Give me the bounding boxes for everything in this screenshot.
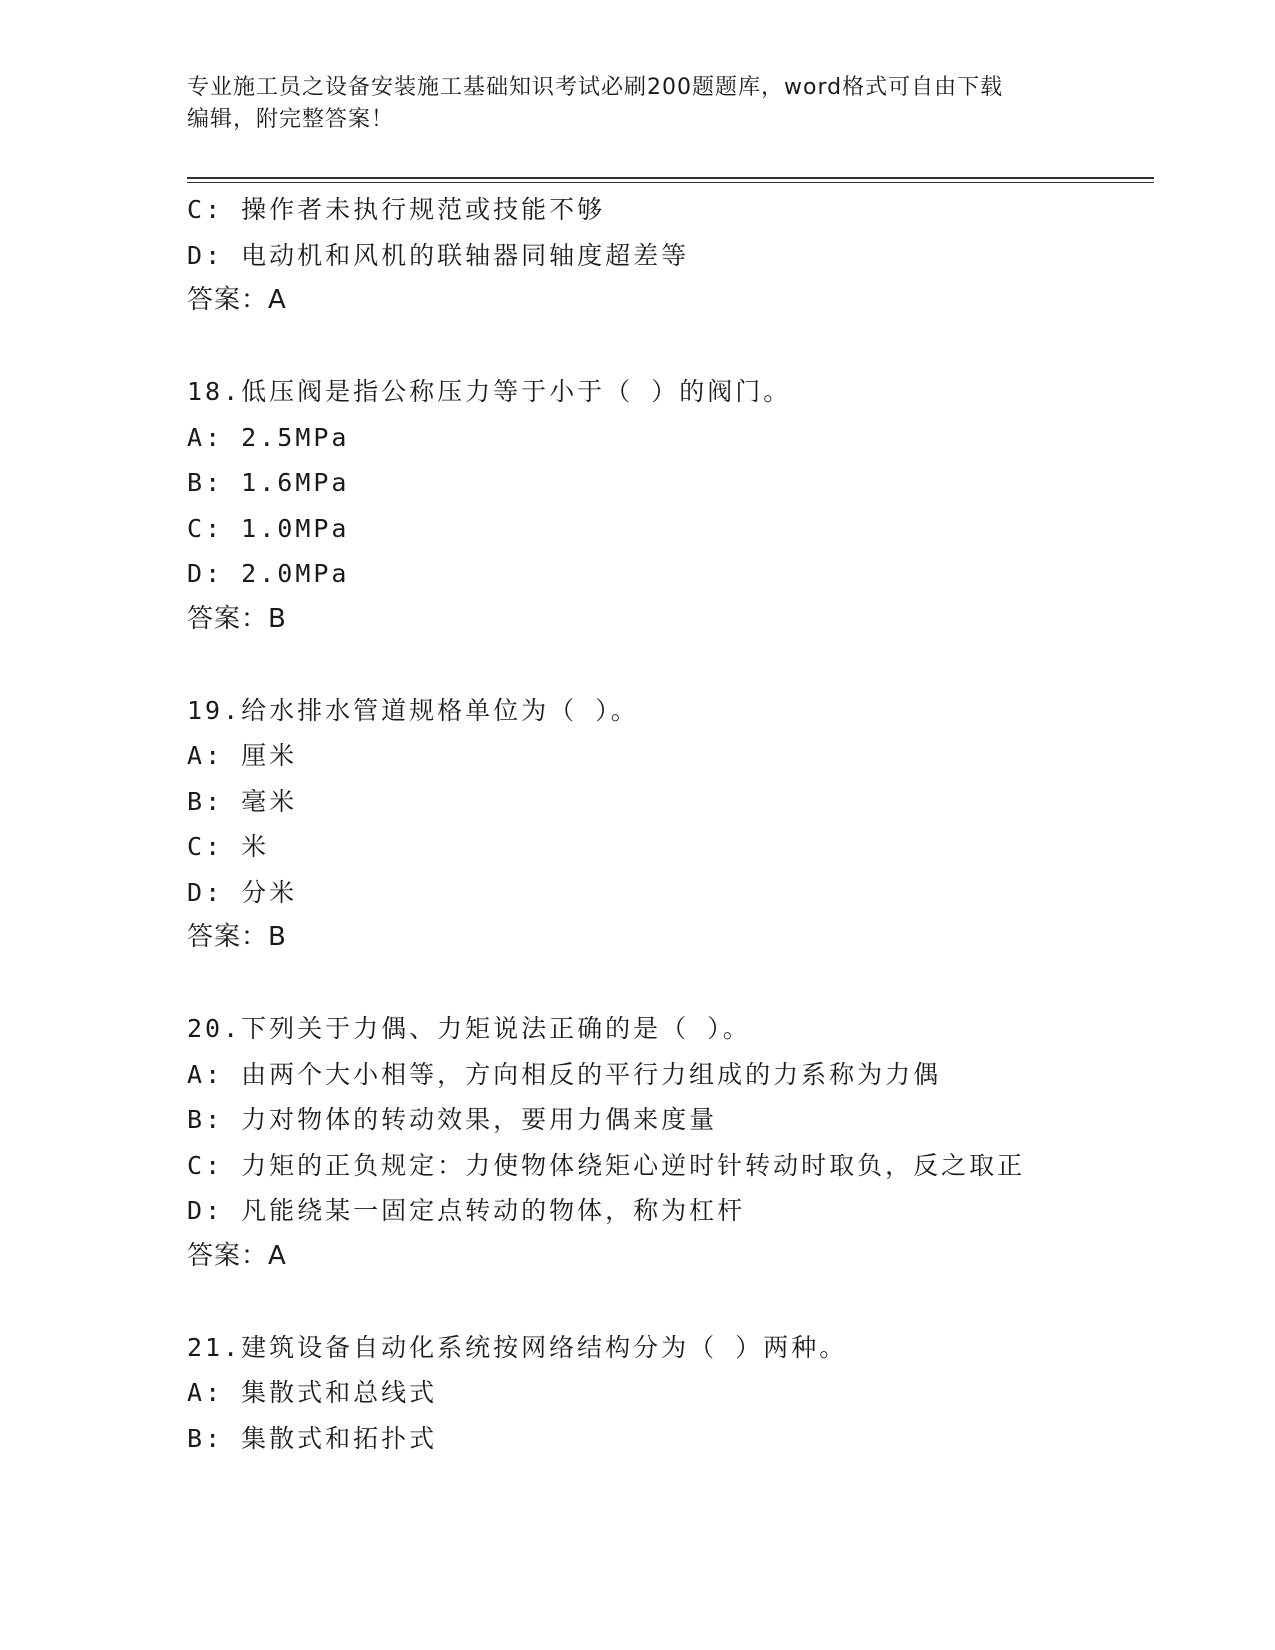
option-line: B: 集散式和拓扑式 (187, 1423, 438, 1453)
option-text: 1.6MPa (241, 468, 350, 497)
answer-label: 答案： (187, 922, 269, 952)
question-text: 下列关于力偶、力矩说法正确的是（ ）。 (241, 1014, 751, 1043)
answer-line (187, 1234, 1154, 1280)
spacer (187, 642, 1154, 688)
question-stem: 21.建筑设备自动化系统按网络结构分为（ ）两种。 (187, 1332, 848, 1362)
answer-line (187, 597, 1154, 643)
question-number: 20 (187, 1014, 224, 1043)
question-list (187, 187, 1154, 1461)
spacer (187, 324, 1154, 370)
option-line: C: 力矩的正负规定：力使物体绕矩心逆时针转动时取负，反之取正 (187, 1150, 1026, 1180)
option-text: 毫米 (241, 786, 298, 816)
question-stem: 19.给水排水管道规格单位为（ ）。 (187, 695, 639, 725)
option-letter: D (187, 559, 206, 588)
option-letter: C (187, 513, 206, 543)
option-letter: A (187, 1059, 206, 1089)
option-text: 电动机和风机的联轴器同轴度超差等 (241, 240, 690, 270)
option-line: D: 凡能绕某一固定点转动的物体，称为杠杆 (187, 1196, 746, 1225)
header-divider-thick (187, 177, 1154, 179)
option-line: D: 分米 (187, 877, 298, 907)
option-text: 集散式和总线式 (241, 1378, 438, 1407)
option-line: A: 厘米 (187, 741, 298, 770)
answer-value: B (268, 922, 287, 952)
option-letter: C (187, 1150, 206, 1180)
header-line-2: 编辑，附完整答案！ (187, 107, 395, 132)
option-letter: A (187, 741, 206, 770)
question-number: 19 (187, 695, 224, 725)
question-block-19 (187, 688, 1154, 961)
option-text: 力矩的正负规定：力使物体绕矩心逆时针转动时取负，反之取正 (241, 1150, 1026, 1180)
option-letter: D (187, 877, 206, 907)
answer-label: 答案： (187, 285, 269, 315)
question-block-prev (187, 187, 1154, 324)
answer-label: 答案： (187, 603, 269, 634)
answer-line (187, 915, 1154, 961)
header-line-1: 专业施工员之设备安装施工基础知识考试必刷200题题库，word格式可自由下载 (187, 75, 1004, 100)
answer-label: 答案： (187, 1240, 269, 1271)
option-line: A: 2.5MPa (187, 422, 350, 452)
spacer (187, 1279, 1154, 1325)
option-text: 分米 (241, 877, 298, 907)
option-line: C: 操作者未执行规范或技能不够 (187, 195, 606, 224)
answer-value: B (268, 603, 287, 634)
option-line: B: 力对物体的转动效果，要用力偶来度量 (187, 1105, 718, 1134)
question-text: 给水排水管道规格单位为（ ）。 (241, 695, 639, 725)
option-text: 米 (241, 832, 270, 861)
answer-value: A (268, 285, 287, 315)
option-letter: D (187, 1196, 206, 1225)
option-line: B: 毫米 (187, 786, 298, 816)
option-text: 2.0MPa (241, 559, 350, 588)
question-block-18 (187, 369, 1154, 642)
option-text: 厘米 (241, 741, 298, 770)
option-text: 集散式和拓扑式 (241, 1423, 438, 1453)
option-letter: D (187, 240, 206, 270)
option-text: 由两个大小相等，方向相反的平行力组成的力系称为力偶 (241, 1059, 942, 1089)
option-line: C: 米 (187, 832, 270, 861)
option-letter: A (187, 422, 206, 452)
option-text: 力对物体的转动效果，要用力偶来度量 (241, 1105, 718, 1134)
option-letter: C (187, 195, 206, 224)
option-text: 1.0MPa (241, 513, 350, 543)
option-letter: B (187, 1423, 206, 1453)
question-text: 低压阀是指公称压力等于小于（ ）的阀门。 (241, 377, 792, 406)
option-letter: A (187, 1378, 206, 1407)
option-line: D: 2.0MPa (187, 559, 350, 588)
spacer (187, 961, 1154, 1007)
option-letter: B (187, 786, 206, 816)
option-letter: B (187, 1105, 206, 1134)
question-number: 21 (187, 1332, 224, 1362)
option-letter: B (187, 468, 206, 497)
question-text: 建筑设备自动化系统按网络结构分为（ ）两种。 (241, 1332, 848, 1362)
document-header (187, 72, 1087, 136)
option-text: 操作者未执行规范或技能不够 (241, 195, 606, 224)
option-text: 凡能绕某一固定点转动的物体，称为杠杆 (241, 1196, 746, 1225)
option-line: A: 集散式和总线式 (187, 1378, 438, 1407)
question-stem: 20.下列关于力偶、力矩说法正确的是（ ）。 (187, 1014, 751, 1043)
question-stem: 18.低压阀是指公称压力等于小于（ ）的阀门。 (187, 377, 792, 406)
answer-value: A (268, 1240, 287, 1271)
question-block-21 (187, 1325, 1154, 1462)
question-block-20 (187, 1006, 1154, 1279)
option-line: D: 电动机和风机的联轴器同轴度超差等 (187, 240, 690, 270)
option-letter: C (187, 832, 206, 861)
option-line: A: 由两个大小相等，方向相反的平行力组成的力系称为力偶 (187, 1059, 942, 1089)
header-divider-thin (187, 182, 1154, 183)
answer-line (187, 278, 1154, 324)
question-number: 18 (187, 377, 224, 406)
option-line: C: 1.0MPa (187, 513, 350, 543)
option-line: B: 1.6MPa (187, 468, 350, 497)
option-text: 2.5MPa (241, 422, 350, 452)
